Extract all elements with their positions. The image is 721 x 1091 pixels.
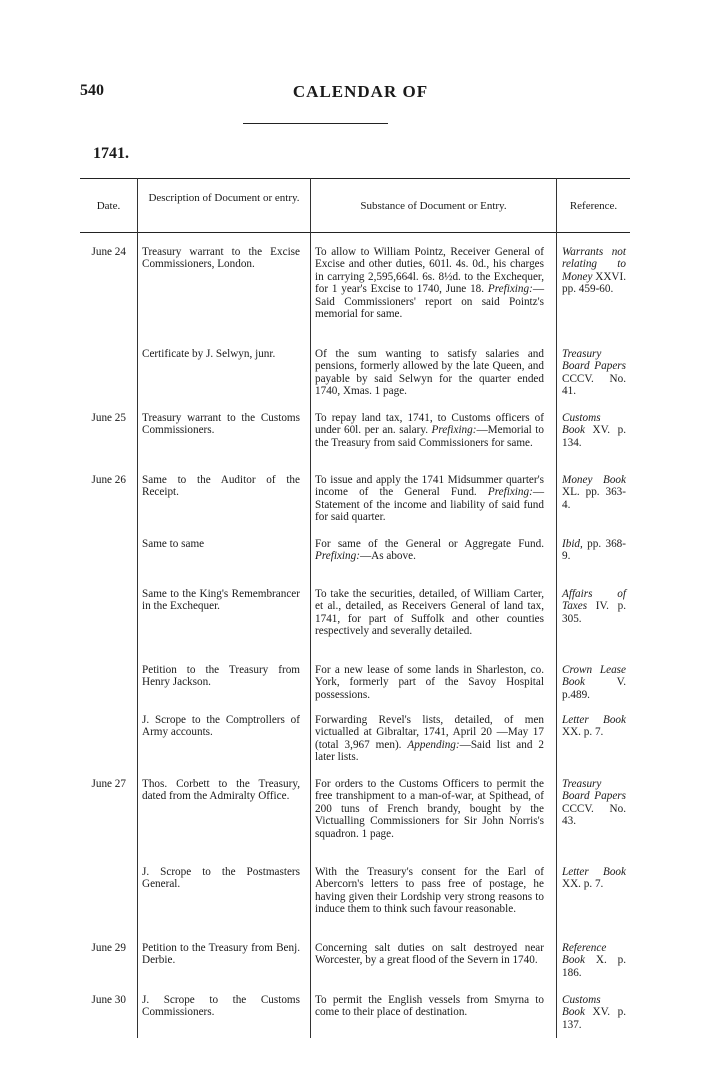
reference-series: Treasury Board Papers	[562, 778, 626, 803]
reference-volume: CCCV. No. 43.	[562, 802, 626, 828]
page-number: 540	[80, 82, 104, 99]
entry-substance	[315, 412, 544, 449]
reference-series: Warrants not relating to Money	[562, 246, 626, 283]
reference-series: Ibid,	[562, 538, 583, 550]
entry-substance	[315, 246, 544, 320]
entry-date: June 24	[91, 246, 126, 258]
running-head: CALENDAR OF	[292, 82, 429, 101]
reference-series: Crown Lease Book	[562, 664, 626, 689]
column-header-description: Description of Document or entry.	[148, 192, 300, 204]
column-divider	[310, 178, 311, 1038]
entry-reference	[562, 474, 626, 511]
entry-substance	[315, 942, 544, 967]
prefix-text: —Said Commissioners' report on said Pointz's memorial for same.	[315, 283, 545, 321]
entry-substance	[315, 994, 544, 1019]
reference-volume: XXVI. pp. 459-60.	[562, 270, 627, 296]
entry-date: June 25	[91, 412, 126, 424]
reference-volume: XX. p. 7.	[562, 726, 604, 739]
prefix-text: —Statement of the income and liability of said fund for said quarter.	[315, 486, 545, 524]
substance-text: To repay land tax, 1741, to Customs officers of under 60l. per an. salary.	[315, 412, 544, 437]
reference-volume: XV. p. 137.	[562, 1006, 626, 1031]
entry-description: Thos. Corbett to the Treasury, dated from the Admiralty Office.	[142, 778, 300, 803]
entry-reference	[562, 714, 626, 739]
entry-reference	[562, 412, 626, 449]
entry-reference	[562, 348, 626, 398]
entry-description: Same to the King's Remembrancer in the Exchequer.	[142, 588, 300, 613]
reference-volume: X. p. 186.	[562, 954, 626, 979]
entry-substance	[315, 588, 544, 638]
reference-volume: XX. p. 7.	[562, 878, 604, 891]
reference-series: Letter Book	[562, 866, 626, 878]
substance-text: To permit the English vessels from Smyrna to come to their place of destination.	[315, 994, 544, 1019]
entry-reference	[562, 942, 626, 979]
table-header-rule	[80, 232, 630, 233]
prefix-label: Prefixing:	[315, 550, 360, 563]
entry-description: Same to same	[142, 538, 205, 550]
column-divider	[137, 178, 138, 1038]
entry-description: Petition to the Treasury from Henry Jackson.	[142, 664, 300, 689]
entry-description: Treasury warrant to the Customs Commissioners.	[142, 412, 300, 437]
entry-substance	[315, 348, 544, 398]
entry-reference	[562, 866, 626, 891]
entry-description: Certificate by J. Selwyn, junr.	[142, 348, 276, 360]
substance-text: For same of the General or Aggregate Fund.	[315, 538, 544, 550]
entry-date: June 30	[91, 994, 126, 1006]
substance-text: To take the securities, detailed, of William Carter, et al., detailed, as Receivers General of land tax, 1741, for part of Suffolk and other counties respectively and severally detailed.	[315, 588, 544, 638]
reference-volume: CCCV. No. 41.	[562, 372, 626, 398]
prefix-label: Prefixing:	[487, 486, 533, 499]
entry-description: J. Scrope to the Postmasters General.	[142, 866, 300, 891]
substance-text: With the Treasury's consent for the Earl of Abercorn's letters to pass free of postage, he having given their Lordship very strong reasons to induce them to think such favour reasonable.	[315, 866, 544, 916]
column-divider	[556, 178, 557, 1038]
reference-volume: XL. pp. 363-4.	[562, 486, 626, 511]
entry-substance	[315, 778, 544, 840]
entry-reference	[562, 778, 626, 828]
entry-date: June 26	[91, 474, 126, 486]
column-header-reference: Reference.	[569, 200, 618, 212]
reference-series: Customs Book	[562, 994, 601, 1019]
year-heading: 1741.	[93, 145, 129, 162]
entry-description: Petition to the Treasury from Benj. Derbie.	[142, 942, 300, 967]
reference-volume: V. p.489.	[562, 676, 626, 701]
entry-reference	[562, 246, 626, 296]
prefix-text: —As above.	[359, 550, 416, 563]
reference-series: Money Book	[562, 474, 626, 486]
substance-text: Of the sum wanting to satisfy salaries and pensions, formerly allowed by the late Queen, and payable by said Selwyn for the quarter ended 1740, Xmas. 1 page.	[315, 348, 544, 398]
reference-volume: pp. 368-9.	[562, 538, 626, 563]
entry-reference	[562, 994, 626, 1031]
substance-text: Forwarding Revel's lists, detailed, of men victualled at Gibraltar, 1741, April 20 —May 17 (total 3,967 men).	[315, 714, 544, 751]
entry-substance	[315, 866, 544, 916]
entry-description: J. Scrope to the Comptrollers of Army accounts.	[142, 714, 300, 739]
entry-substance	[315, 474, 544, 524]
column-header-date: Date.	[96, 200, 121, 212]
entry-description: Same to the Auditor of the Receipt.	[142, 474, 300, 499]
prefix-text: —Memorial to the Treasury from said Commissioners for same.	[315, 424, 544, 449]
entry-date: June 29	[91, 942, 126, 954]
entry-substance	[315, 664, 544, 701]
column-header-substance: Substance of Document or Entry.	[360, 200, 507, 212]
prefix-label: Prefixing:	[431, 424, 477, 437]
substance-text: To allow to William Pointz, Receiver General of Excise and other duties, 601l. 4s. 0d., his charges in carrying 2,595,664l. 6s. 8½d. to the Exchequer, for 1 year's Excise to 1740, June 18.	[315, 246, 544, 296]
prefix-label: Appending:	[407, 738, 460, 751]
substance-text: For orders to the Customs Officers to permit the free transhipment to a man-of-war, at Spithead, of 200 tuns of French brandy, bought by the Victualling Commissioners for Sir John Norris's squadron. 1 page.	[315, 778, 544, 840]
entry-reference	[562, 538, 626, 563]
substance-text: For a new lease of some lands in Sharleston, co. York, formerly part of the Savoy Hospital possessions.	[315, 664, 544, 701]
table-top-rule	[80, 178, 630, 179]
entry-reference	[562, 588, 626, 625]
entry-substance	[315, 538, 544, 563]
reference-series: Reference Book	[562, 942, 607, 967]
reference-series: Treasury Board Papers	[562, 348, 626, 373]
prefix-text: —Said list and 2 later lists.	[315, 738, 544, 764]
substance-text: To issue and apply the 1741 Midsummer quarter's income of the General Fund.	[315, 474, 544, 499]
prefix-label: Prefixing:	[487, 283, 533, 296]
entry-description: J. Scrope to the Customs Commissioners.	[142, 994, 300, 1019]
entry-description: Treasury warrant to the Excise Commissioners, London.	[142, 246, 300, 271]
entry-substance	[315, 714, 544, 764]
entry-reference	[562, 664, 626, 701]
reference-series: Customs Book	[562, 412, 601, 437]
substance-text: Concerning salt duties on salt destroyed near Worcester, by a great flood of the Severn in 1740.	[315, 942, 544, 967]
header-rule	[243, 123, 388, 124]
reference-volume: IV. p. 305.	[562, 600, 626, 625]
reference-volume: XV. p. 134.	[562, 424, 626, 449]
reference-series: Letter Book	[562, 714, 626, 726]
entry-date: June 27	[91, 778, 126, 790]
reference-series: Affairs of Taxes	[562, 588, 626, 613]
